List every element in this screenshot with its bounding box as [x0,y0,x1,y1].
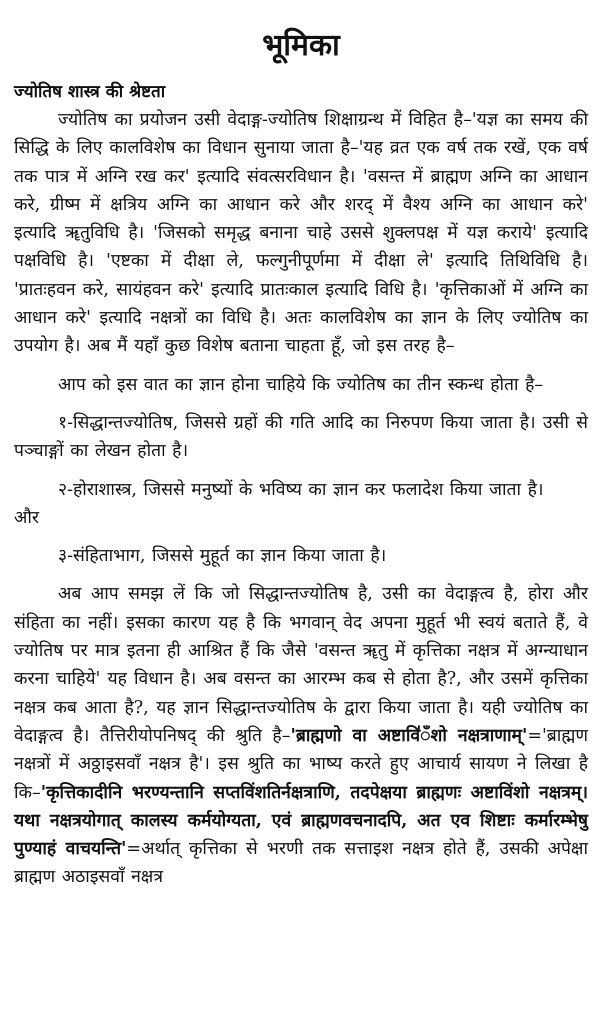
vedanga-text-part1: अब आप समझ लें कि जो सिद्धान्तज्योतिष है, उसी का वेदाङ्गत्व है, होरा और संहिता का नहीं। इसका कारण यह है कि भगवान् वेद अपना मुहूर्त भी स्वयं बताते हैं, वे ज्योतिष पर मात्र इतना ही आश्रित हैं कि जैसे 'वसन्त ॠतु में कृत्तिका नक्षत्र में अग्न्याधान करना चाहिये' यह विधान है। अब वसन्त का आरम्भ कब से होता है?, और उसमें कृत्तिका नक्षत्र कब आता है?, यह ज्ञान सिद्धान्तज्योतिष के द्वारा किया जाता है। यही ज्योतिष का वेदाङ्गत्व है। तैत्तिरीयोपनिषद् की श्रुति है– [14,584,588,746]
paragraph-and: और [14,507,40,528]
paragraph-three-branches: आप को इस वात का ज्ञान होना चाहिये कि ज्योतिष का तीन स्कन्ध होता है– [58,374,544,395]
sayana-quote: 'कृत्तिकादीनि भरण्यन्तानि सप्तविंशतिर्नक्षत्राणि, तदपेक्षया ब्राह्मणः अष्टाविंशो नक्षत्रम्। यथा नक्षत्रयोगात् कालस्य कर्मयोग्यता, एवं ब्राह्मणवचनादपि, अत एव शिष्टाः कर्मारम्भेषु पुण्याहं वाचयन्ति' [14,782,588,860]
paragraph-siddhanta: १-सिद्धान्तज्योतिष, जिससे ग्रहों की गति आदि का निरुपण किया जाता है। उसी से पञ्चाङ्गों का लेखन होता है। [14,412,588,462]
paragraph-hora: २-होराशास्त्र, जिससे मनुष्यों के भविष्य का ज्ञान कर फलादेश किया जाता है। [58,479,544,500]
vedanga-text-part2: ='ब्राह्मण नक्षत्रों में अठ्ठाइसवाँ नक्षत्र है'। इस श्रुति का भाष्य करते हुए आचार्य सायण ने लिखा है कि– [14,725,588,803]
vedanga-text-part3: =अर्थात् कृत्तिका से भरणी तक सत्ताइश नक्षत्र होते हैं, उसकी अपेक्षा ब्राह्मण अठाइसवाँ नक्षत्र [14,839,588,888]
paragraph-vedanga [14,580,588,891]
shruti-quote: 'ब्राह्मणो वा अष्टावि॑ँशो नक्षत्राणाम्' [290,725,528,746]
paragraph-samhita: ३-संहिताभाग, जिससे मुहूर्त का ज्ञान किया जाता है। [58,546,387,567]
page-title: भूमिका [262,28,340,63]
section-heading: ज्योतिष शास्त्र की श्रेष्टता [14,82,166,102]
paragraph-purpose: ज्योतिष का प्रयोजन उसी वेदाङ्ग-ज्योतिष शिक्षाग्रन्थ में विहित है–'यज्ञ का समय की सिद्धि के लिए कालविशेष का विधान सुनाया जाता है–'यह व्रत एक वर्ष तक रखें, एक वर्ष तक पात्र में अग्नि रख कर' इत्यादि संवत्सरविधान है। 'वसन्त में ब्राह्मण अग्नि का आधान करे, ग्रीष्म में क्षत्रिय अग्नि का आधान करे और शरद् में वैश्य अग्नि का आधान करे' इत्यादि ॠतुविधि है। 'जिसको समृद्ध बनाना चाहे उससे शुक्लपक्ष में यज्ञ कराये' इत्यादि पक्षविधि है। 'एष्टका में दीक्षा ले, फल्गुनीपूर्णमा में दीक्षा ले' इत्यादि तिथिविधि है। 'प्रातःहवन करे, सायंहवन करे' इत्यादि प्रातःकाल इत्यादि विधि है। 'कृत्तिकाओं में अग्नि का आधान करे' इत्यादि नक्षत्रों का विधि है। अतः कालविशेष का ज्ञान के लिए ज्योतिष का उपयोग है। अब मैं यहाँ कुछ विशेष बताना चाहता हूँ, जो इस तरह है– [14,110,588,357]
